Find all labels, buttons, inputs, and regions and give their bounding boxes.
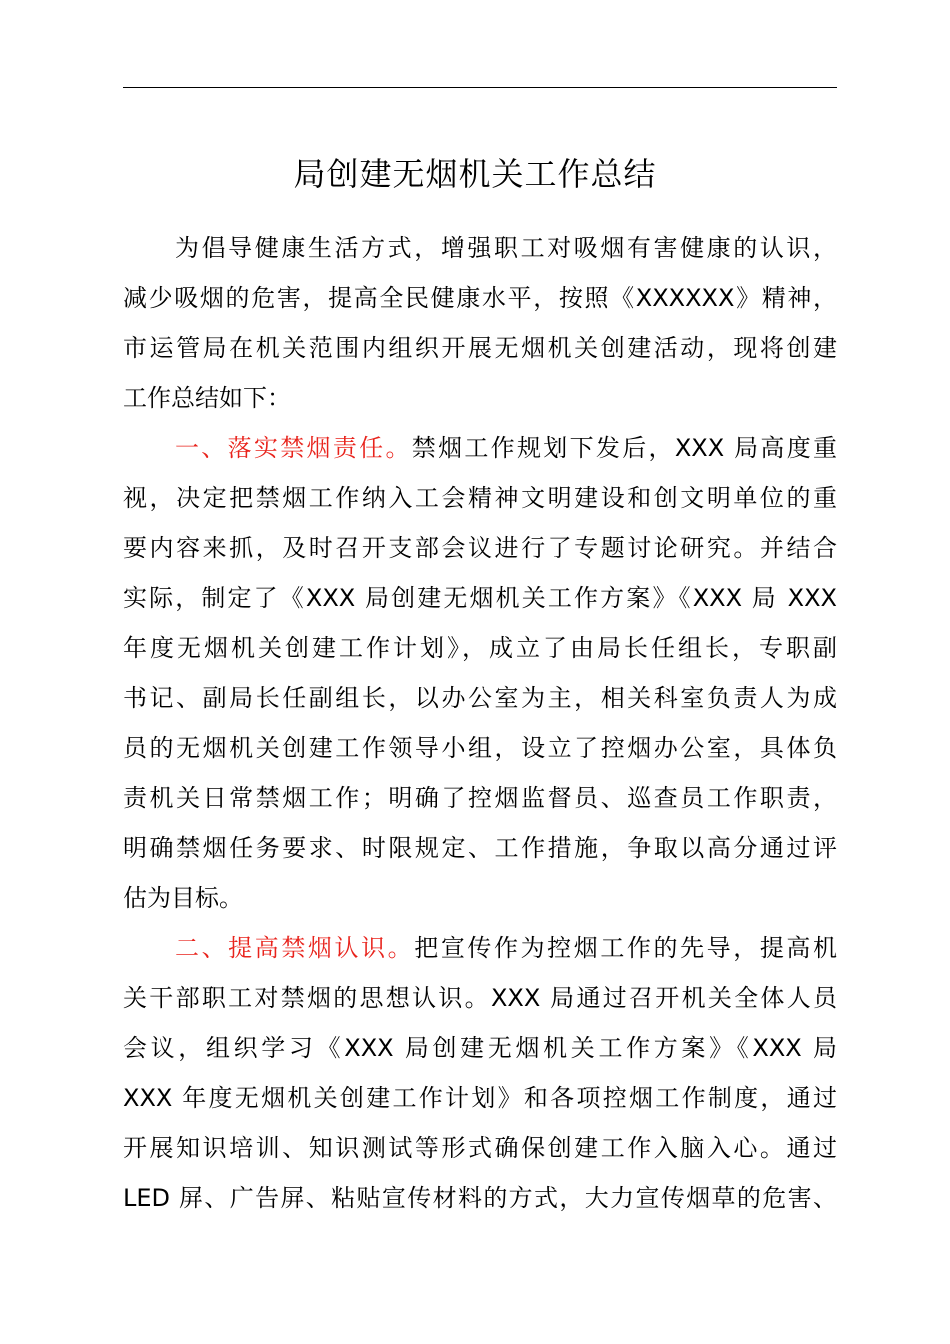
section-2-line: 关干部职工对禁烟的思想认识。XXX 局通过召开机关全体人员 — [123, 984, 837, 1012]
section-2-heading: 二、提高禁烟认识。 — [175, 934, 415, 962]
section-1-heading: 一、落实禁烟责任。 — [175, 434, 412, 462]
section-1-line: 估为目标。 — [123, 884, 243, 912]
section-2-line: LED 屏、广告屏、粘贴宣传材料的方式，大力宣传烟草的危害、 — [123, 1184, 837, 1212]
document-title: 局创建无烟机关工作总结 — [293, 155, 657, 193]
header-rule — [123, 87, 837, 88]
section-2-line: 开展知识培训、知识测试等形式确保创建工作入脑入心。通过 — [123, 1134, 837, 1162]
section-1-line: 书记、副局长任副组长，以办公室为主，相关科室负责人为成 — [123, 684, 837, 712]
section-2-line: 会议，组织学习《XXX 局创建无烟机关工作方案》《XXX 局 — [123, 1034, 837, 1062]
section-2-first-line — [123, 923, 837, 973]
intro-paragraph — [123, 223, 837, 423]
section-1-first-line — [123, 423, 837, 473]
intro-line: 市运管局在机关范围内组织开展无烟机关创建活动，现将创建 — [123, 334, 837, 362]
section-1-paragraph — [123, 423, 837, 923]
section-2-first-line-text: 把宣传作为控烟工作的先导，提高机 — [414, 934, 837, 962]
section-1-line: 责机关日常禁烟工作；明确了控烟监督员、巡查员工作职责， — [123, 784, 837, 812]
section-1-line: 员的无烟机关创建工作领导小组，设立了控烟办公室，具体负 — [123, 734, 837, 762]
section-1-line: 明确禁烟任务要求、时限规定、工作措施，争取以高分通过评 — [123, 834, 837, 862]
section-1-first-line-text: 禁烟工作规划下发后，XXX 局高度重 — [411, 434, 838, 462]
section-1-line: 年度无烟机关创建工作计划》，成立了由局长任组长，专职副 — [123, 634, 837, 662]
section-2-line: XXX 年度无烟机关创建工作计划》和各项控烟工作制度，通过 — [123, 1084, 837, 1112]
intro-line: 工作总结如下： — [123, 384, 291, 412]
intro-line: 为倡导健康生活方式，增强职工对吸烟有害健康的认识， — [175, 234, 837, 262]
intro-line: 减少吸烟的危害，提高全民健康水平，按照《XXXXXX》精神， — [123, 284, 837, 312]
section-2-paragraph — [123, 923, 837, 1223]
section-1-line: 实际，制定了《XXX 局创建无烟机关工作方案》《XXX 局 XXX — [123, 584, 837, 612]
section-1-line: 视，决定把禁烟工作纳入工会精神文明建设和创文明单位的重 — [123, 484, 837, 512]
section-1-line: 要内容来抓，及时召开支部会议进行了专题讨论研究。并结合 — [123, 534, 837, 562]
document-body — [123, 223, 837, 1223]
